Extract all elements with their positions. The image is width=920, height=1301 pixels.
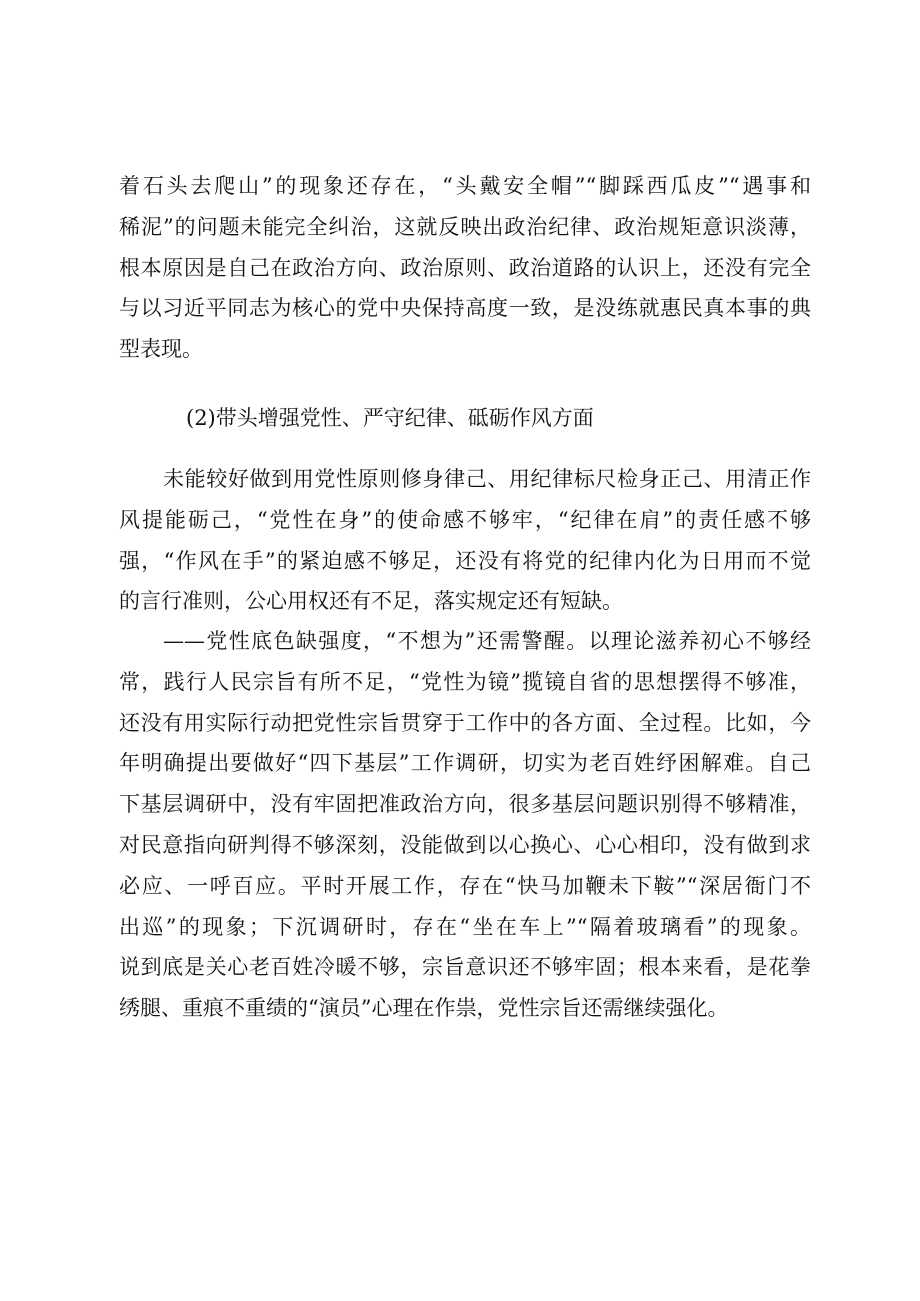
paragraph-continuation [119,166,811,370]
paragraph-line: 强，“作风在手”的紧迫感不够足，还没有将党的纪律内化为日用而不觉 [119,548,811,573]
paragraph-line: 根本原因是自己在政治方向、政治原则、政治道路的认识上，还没有完全 [119,255,811,280]
paragraph-line: 的言行准则，公心用权还有不足，落实规定还有短缺。 [119,589,623,614]
paragraph-line: 下基层调研中，没有牢固把准政治方向，很多基层问题识别得不够精准， [119,792,811,817]
paragraph-line: 稀泥”的问题未能完全纠治，这就反映出政治纪律、政治规矩意识淡薄， [119,214,811,239]
paragraph-line: 必应、一呼百应。平时开展工作，存在“快马加鞭未下鞍”“深居衙门不 [119,873,811,898]
paragraph-line: 年明确提出要做好“四下基层”工作调研，切实为老百姓纾困解难。自己 [119,751,811,776]
paragraph-line: 说到底是关心老百姓冷暖不够，宗旨意识还不够牢固；根本来看，是花拳 [119,955,811,980]
paragraph-line: 常，践行人民宗旨有所不足，“党性为镜”揽镜自省的思想摆得不够准， [119,669,811,694]
paragraph-line: 绣腿、重痕不重绩的“演员”心理在作祟，党性宗旨还需继续强化。 [119,996,729,1021]
paragraph-party-spirit [119,621,811,1029]
paragraph-line: 与以习近平同志为核心的党中央保持高度一致，是没练就惠民真本事的典 [119,296,811,321]
paragraph-line: ——党性底色缺强度，“不想为”还需警醒。以理论滋养初心不够经 [163,629,811,653]
paragraph-line: 风提能砺己，“党性在身”的使命感不够牢，“纪律在肩”的责任感不够 [119,507,811,532]
paragraph-line: 型表现。 [119,337,203,362]
paragraph-line: 还没有用实际行动把党性宗旨贯穿于工作中的各方面、全过程。比如，今 [119,710,811,735]
paragraph-line: 对民意指向研判得不够深刻，没能做到以心换心、心心相印，没有做到求 [119,832,811,857]
paragraph-line: 出巡”的现象；下沉调研时，存在“坐在车上”“隔着玻璃看”的现象。 [119,914,811,939]
paragraph-party-discipline [119,459,811,622]
section-heading: (2)带头增强党性、严守纪律、砥砺作风方面 [186,406,594,430]
paragraph-line: 未能较好做到用党性原则修身律己、用纪律标尺检身正己、用清正作 [163,467,811,491]
paragraph-line: 着石头去爬山”的现象还存在，“头戴安全帽”“脚踩西瓜皮”“遇事和 [119,174,811,198]
